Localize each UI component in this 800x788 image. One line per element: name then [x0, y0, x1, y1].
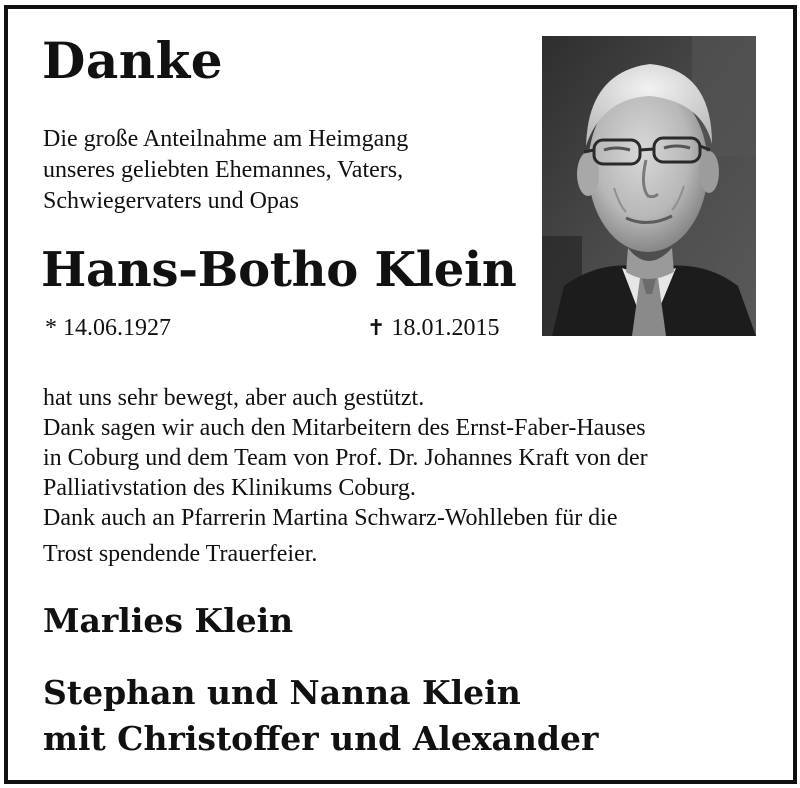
- body-line: Trost spendende Trauerfeier.: [43, 541, 318, 567]
- deceased-name: Hans-Botho Klein: [41, 242, 517, 298]
- heading: Danke: [42, 31, 224, 90]
- intro-line: unseres geliebten Ehemannes, Vaters,: [43, 157, 404, 183]
- body-line: Palliativstation des Klinikums Coburg.: [43, 475, 416, 501]
- death-date-group: [367, 314, 499, 343]
- body-line: in Coburg und dem Team von Prof. Dr. Johannes Kraft von der: [43, 445, 648, 471]
- body-text: [43, 383, 763, 569]
- intro-line: Die große Anteilnahme am Heimgang: [43, 126, 409, 152]
- body-line: Dank sagen wir auch den Mitarbeitern des Ernst-Faber-Hauses: [43, 415, 646, 441]
- signature-line: mit Christoffer und Alexander: [43, 719, 599, 758]
- birth-date: * 14.06.1927: [45, 315, 171, 341]
- intro-text: [43, 124, 513, 217]
- body-line: hat uns sehr bewegt, aber auch gestützt.: [43, 385, 425, 411]
- body-line: Dank auch an Pfarrerin Martina Schwarz-Wohlleben für die: [43, 505, 618, 531]
- intro-line: Schwiegervaters und Opas: [43, 188, 299, 214]
- death-date: 18.01.2015: [391, 315, 500, 341]
- cross-icon: ✝: [367, 316, 386, 341]
- signature-line: Stephan und Nanna Klein: [43, 673, 521, 712]
- portrait-photo: [542, 36, 756, 336]
- portrait-illustration: [542, 36, 756, 336]
- signature-line: Marlies Klein: [43, 601, 294, 640]
